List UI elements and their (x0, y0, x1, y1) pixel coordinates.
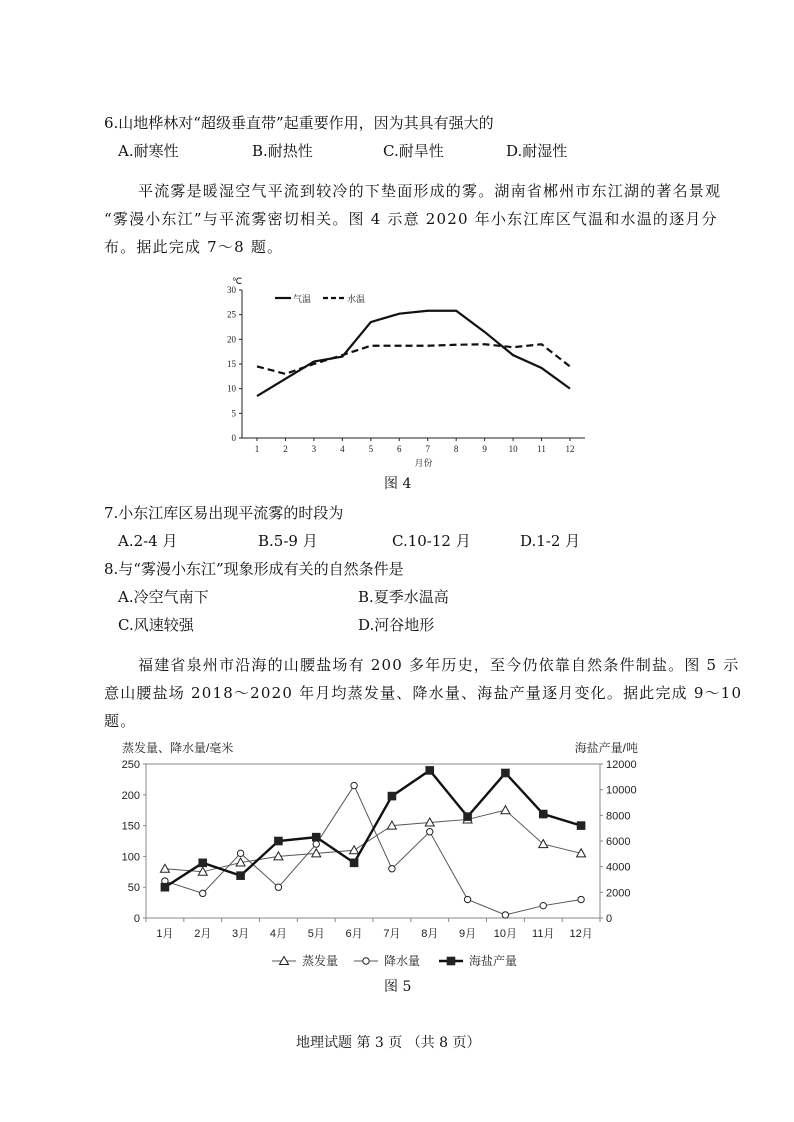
page-footer: 地理试题 第 3 页 （共 8 页） (296, 1035, 481, 1051)
fig4-legend-label: 气温 (293, 294, 312, 304)
figure-4-caption: 图 4 (384, 476, 412, 492)
passage2-line-2: 意山腰盐场 2018～2020 年月均蒸发量、降水量、海盐产量逐月变化。据此完成 9～10 (104, 684, 743, 702)
fig5-x-tick-label: 11月 (532, 928, 555, 940)
fig5-x-tick-label: 12月 (569, 928, 593, 940)
fig5-x-tick-label: 3月 (232, 928, 250, 940)
fig4-x-tick-label: 11 (537, 444, 546, 454)
fig5-x-tick-label: 1月 (156, 928, 174, 940)
fig5-right-tick-label: 8000 (606, 810, 631, 823)
fig5-x-tick-label: 4月 (269, 928, 287, 940)
fig5-plot-frame (146, 764, 600, 918)
fig4-y-tick-label: 25 (227, 309, 236, 320)
fig4-x-tick-label: 12 (565, 444, 575, 454)
q7-option-a: A.2-4 月 (118, 532, 178, 550)
fig5-left-tick-label: 50 (127, 882, 140, 895)
fig5-legend-label: 海盐产量 (469, 954, 518, 968)
fig5-right-tick-label: 2000 (606, 887, 631, 900)
fig5-x-tick-label: 9月 (459, 928, 477, 940)
fig4-x-tick-label: 7 (425, 444, 430, 454)
fig5-point-海盐产量 (502, 769, 510, 777)
fig5-point-降水量 (200, 890, 206, 896)
fig5-point-降水量 (540, 902, 546, 908)
fig4-x-tick-label: 10 (508, 444, 518, 454)
fig5-point-海盐产量 (388, 792, 396, 800)
fig4-y-tick-label: 10 (227, 383, 236, 394)
fig5-point-海盐产量 (275, 837, 283, 845)
fig5-point-降水量 (502, 912, 508, 918)
q8-option-b: B.夏季水温高 (358, 588, 449, 606)
fig5-right-tick-label: 6000 (606, 836, 631, 848)
q8-option-a: A.冷空气南下 (118, 588, 209, 606)
passage2-line-1: 福建省泉州市沿海的山腰盐场有 200 多年历史，至今仍依靠自然条件制盐。图 5 示 (138, 656, 740, 674)
fig5-right-tick-label: 12000 (606, 759, 637, 771)
fig4-y-tick-label: 30 (227, 285, 236, 295)
fig5-point-降水量 (313, 841, 319, 847)
fig5-point-蒸发量 (501, 806, 510, 814)
fig5-series-降水量 (165, 786, 581, 915)
passage1-line-3: 布。据此完成 7～8 题。 (104, 238, 284, 256)
q6-option-a: A.耐寒性 (118, 142, 179, 160)
q8-option-d: D.河谷地形 (358, 616, 435, 634)
fig4-legend-label: 水温 (347, 294, 366, 304)
fig4-unit-label: ℃ (231, 276, 243, 286)
figure-5-chart (104, 736, 644, 976)
fig4-y-tick-label: 0 (231, 433, 236, 443)
q6-option-b: B.耐热性 (252, 142, 313, 160)
fig5-right-axis-title: 海盐产量/吨 (574, 741, 638, 755)
fig4-y-tick-label: 20 (227, 334, 236, 345)
fig5-point-降水量 (237, 850, 243, 856)
fig5-point-降水量 (427, 829, 433, 835)
fig4-y-tick-label: 15 (227, 359, 236, 369)
fig5-x-tick-label: 5月 (307, 928, 325, 940)
fig5-x-tick-label: 10月 (493, 928, 518, 940)
fig5-x-tick-label: 7月 (383, 928, 401, 940)
q8-stem: 8.与“雾漫小东江”现象形成有关的自然条件是 (104, 560, 404, 578)
fig5-left-tick-label: 200 (121, 789, 140, 802)
fig5-point-海盐产量 (464, 813, 472, 821)
fig5-point-降水量 (275, 884, 281, 890)
q7-stem: 7.小东江库区易出现平流雾的时段为 (104, 504, 344, 522)
fig5-series-蒸发量 (165, 810, 581, 872)
fig5-right-tick-label: 10000 (606, 784, 637, 797)
fig4-x-axis-label: 月份 (414, 458, 433, 468)
fig5-point-蒸发量 (350, 846, 359, 854)
fig4-x-tick-label: 4 (340, 444, 345, 454)
fig5-point-降水量 (578, 896, 584, 902)
q7-option-c: C.10-12 月 (392, 532, 471, 550)
fig5-legend-label: 降水量 (384, 954, 421, 968)
fig5-series-海盐产量 (165, 770, 581, 887)
fig4-x-tick-label: 9 (482, 444, 487, 454)
passage2-line-3: 题。 (104, 712, 137, 730)
fig5-legend-marker (363, 958, 369, 964)
fig5-point-降水量 (351, 782, 357, 788)
fig5-left-tick-label: 100 (121, 851, 140, 864)
q7-option-d: D.1-2 月 (520, 532, 581, 550)
fig5-point-降水量 (389, 866, 395, 872)
fig4-series-气温 (257, 311, 570, 396)
fig5-left-tick-label: 0 (133, 913, 140, 925)
q7-option-b: B.5-9 月 (258, 532, 318, 550)
fig4-x-tick-label: 8 (453, 444, 459, 454)
fig5-point-海盐产量 (237, 872, 245, 880)
fig5-right-tick-label: 4000 (606, 861, 631, 874)
q6-option-c: C.耐旱性 (383, 142, 444, 160)
fig4-y-tick-label: 5 (231, 408, 236, 419)
fig5-point-海盐产量 (199, 859, 207, 867)
fig4-x-tick-label: 1 (254, 444, 260, 454)
fig5-point-降水量 (464, 896, 470, 902)
fig5-legend-marker (447, 957, 455, 965)
fig5-point-蒸发量 (160, 864, 169, 872)
fig5-point-海盐产量 (577, 822, 585, 830)
figure-4-chart (215, 272, 605, 472)
figure-5-caption: 图 5 (384, 979, 412, 995)
fig4-x-tick-label: 3 (311, 444, 317, 454)
fig5-right-tick-label: 0 (606, 913, 613, 925)
fig5-point-海盐产量 (426, 767, 434, 775)
fig5-x-tick-label: 6月 (345, 928, 363, 940)
fig4-x-tick-label: 2 (283, 444, 288, 454)
passage1-line-2: “雾漫小东江”与平流雾密切相关。图 4 示意 2020 年小东江库区气温和水温的逐月分 (104, 210, 718, 228)
fig4-x-tick-label: 6 (397, 444, 402, 454)
q8-option-c: C.风速较强 (118, 616, 194, 634)
q6-option-d: D.耐湿性 (506, 142, 568, 160)
passage1-line-1: 平流雾是暖湿空气平流到较冷的下垫面形成的雾。湖南省郴州市东江湖的著名景观 (138, 182, 722, 200)
fig5-point-海盐产量 (539, 810, 547, 818)
fig5-legend-label: 蒸发量 (302, 954, 339, 968)
fig4-x-tick-label: 5 (368, 444, 374, 454)
fig5-point-海盐产量 (161, 883, 169, 891)
fig5-left-tick-label: 150 (121, 820, 140, 833)
fig5-point-海盐产量 (350, 859, 358, 867)
fig5-left-tick-label: 250 (121, 759, 140, 771)
q6-stem: 6.山地桦林对“超级垂直带”起重要作用，因为其具有强大的 (104, 114, 494, 132)
fig5-x-tick-label: 2月 (194, 928, 212, 940)
fig5-left-axis-title: 蒸发量、降水量/毫米 (122, 741, 234, 755)
fig5-point-海盐产量 (312, 833, 320, 841)
fig5-x-tick-label: 8月 (421, 928, 439, 940)
